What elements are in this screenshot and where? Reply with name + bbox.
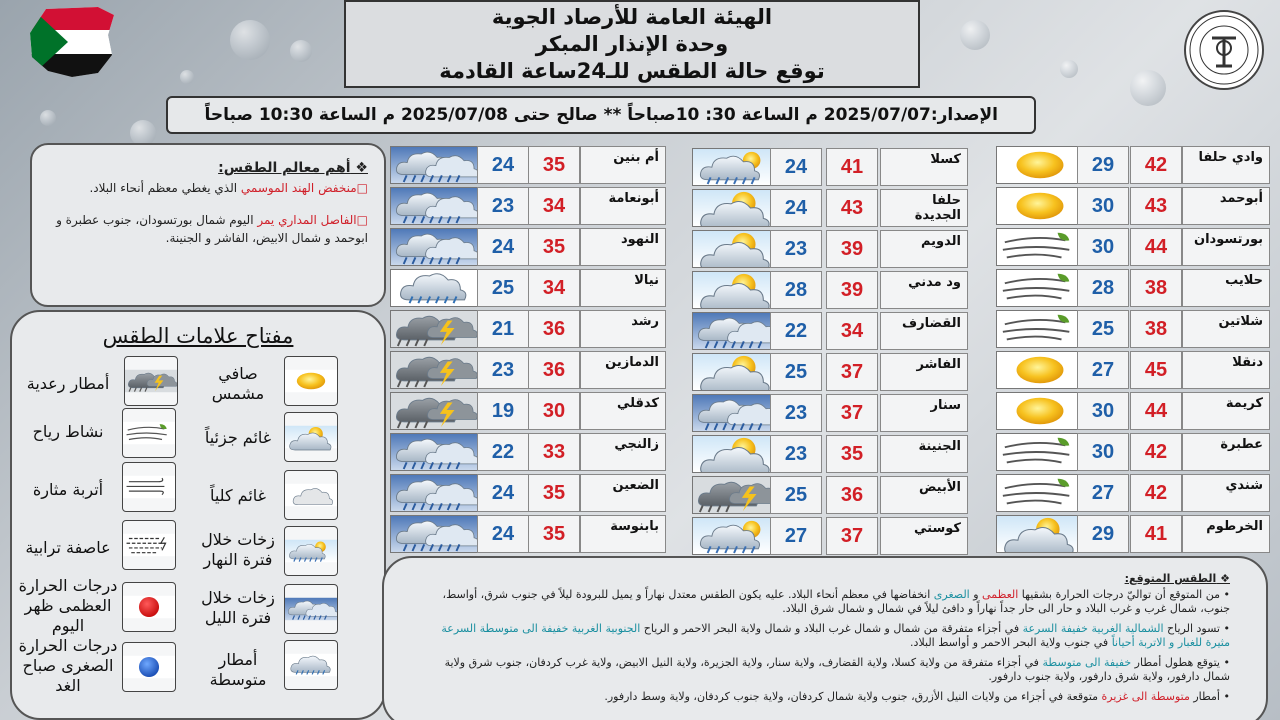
max-temp: 37 <box>826 517 878 555</box>
feature-item <box>48 211 368 247</box>
day-showers-icon <box>692 148 780 186</box>
legend-label: زخات خلال فترة النهار <box>201 530 275 569</box>
city-forecast-row <box>996 146 1270 184</box>
overcast-icon <box>284 470 338 520</box>
min-temp: 27 <box>1077 474 1129 512</box>
max-temp: 42 <box>1130 433 1182 471</box>
weather-features-panel <box>30 143 386 307</box>
max-temp: 36 <box>826 476 878 514</box>
feature-text: الذي يغطي معظم أنحاء البلاد. <box>89 181 241 195</box>
max-temp: 37 <box>826 353 878 391</box>
min-temp: 30 <box>1077 228 1129 266</box>
night-showers-icon <box>390 187 478 225</box>
min-temp: 27 <box>770 517 822 555</box>
min-temp: 23 <box>770 230 822 268</box>
city-name: رشد <box>580 310 666 348</box>
forecast-paragraph: • تسود الرياح الشمالية الغربية خفيفة السرعة في أجزاء متفرقة من شمال و شمال غرب البلاد و شمال ولاية البحر الاحمر و الرياح الجنوبية الغربية خفيفة الى متوسطة السرعة مثيرة للغبار و الاتربة أحياناً في جنوب ولاية البحر الاحمر و أواسط البلاد. <box>441 622 1230 649</box>
city-forecast-row <box>996 351 1270 389</box>
city-name: سنار <box>880 394 968 432</box>
wind-icon <box>996 474 1084 512</box>
legend-title: مفتاح علامات الطقس <box>102 324 294 348</box>
min-temp: 28 <box>770 271 822 309</box>
moderate-rain-icon <box>284 640 338 690</box>
max-temp: 33 <box>528 433 580 471</box>
city-forecast-row <box>996 310 1270 348</box>
city-name: حلايب <box>1182 269 1270 307</box>
legend-label: أمطار رعدية <box>26 374 110 393</box>
min-temp: 22 <box>477 433 529 471</box>
max-temp-icon <box>122 582 176 632</box>
unit-name: وحدة الإنذار المبكر <box>535 32 729 56</box>
thunderstorm-icon <box>390 392 478 430</box>
thunderstorm-icon <box>390 310 478 348</box>
city-forecast-row <box>692 271 968 309</box>
max-temp: 39 <box>826 230 878 268</box>
feature-text: اليوم شمال بورتسودان، جنوب عطبرة و ابوحمد و شمال الابيض، الفاشر و الجنينة. <box>56 213 368 245</box>
wind-icon <box>996 310 1084 348</box>
max-temp: 44 <box>1130 228 1182 266</box>
max-temp: 36 <box>528 351 580 389</box>
feature-item <box>48 179 368 197</box>
max-temp: 38 <box>1130 310 1182 348</box>
max-temp: 41 <box>826 148 878 186</box>
city-forecast-row <box>692 517 968 555</box>
city-name: الفاشر <box>880 353 968 391</box>
min-temp: 27 <box>1077 351 1129 389</box>
max-temp: 34 <box>826 312 878 350</box>
city-name: الدويم <box>880 230 968 268</box>
city-forecast-row <box>390 228 666 266</box>
max-temp: 34 <box>528 187 580 225</box>
city-name: نيالا <box>580 269 666 307</box>
night-showers-icon <box>692 312 780 350</box>
partly-cloudy-icon <box>692 353 780 391</box>
issue-validity: الإصدار:2025/07/07 م الساعة 30: 10صباحاً ** صالح حتى 2025/07/08 م الساعة 10:30 صباحاً <box>166 96 1036 134</box>
min-temp: 29 <box>1077 515 1129 553</box>
forecast-paragraph: • من المتوقع أن تواليّ درجات الحرارة بشقيها العظمى و الصغرى انخفاضها في معظم أنحاء البلاد. عليه يكون الطقس معتدل نهاراً و يميل للبرودة ليلاً في جنوب شرق، أواسط، جنوب، شمال غرب و غرب البلاد و حار الى حار جداً نهاراً و دافئ ليلاً في شمال و شمال شرق البلاد. <box>442 588 1230 615</box>
wind-icon <box>122 408 176 458</box>
city-forecast-row <box>996 269 1270 307</box>
min-temp: 30 <box>1077 392 1129 430</box>
city-name: شلاتين <box>1182 310 1270 348</box>
city-forecast-row <box>390 515 666 553</box>
min-temp: 25 <box>770 476 822 514</box>
min-temp: 22 <box>770 312 822 350</box>
min-temp: 24 <box>477 146 529 184</box>
night-showers-icon <box>390 433 478 471</box>
max-temp: 43 <box>826 189 878 227</box>
city-name: زالنجي <box>580 433 666 471</box>
city-name: بورتسودان <box>1182 228 1270 266</box>
city-name: حلفا الجديدة <box>880 189 968 227</box>
legend-label: نشاط رياح <box>32 422 104 441</box>
max-temp: 35 <box>528 474 580 512</box>
city-name: القضارف <box>880 312 968 350</box>
sunny-icon <box>996 351 1084 389</box>
city-forecast-row <box>692 353 968 391</box>
thunderstorm-icon <box>124 356 178 406</box>
city-name: كريمة <box>1182 392 1270 430</box>
city-forecast-row <box>692 476 968 514</box>
max-temp: 35 <box>528 515 580 553</box>
max-temp: 42 <box>1130 474 1182 512</box>
city-name: شندي <box>1182 474 1270 512</box>
min-temp: 25 <box>770 353 822 391</box>
max-temp: 38 <box>1130 269 1182 307</box>
checkbox-bullet-icon: □ <box>356 213 368 227</box>
min-temp: 23 <box>770 435 822 473</box>
night-showers-icon <box>390 146 478 184</box>
legend-label: صافي مشمس <box>211 364 265 403</box>
wind-icon <box>996 269 1084 307</box>
bulletin-title: توقع حالة الطقس للـ24ساعة القادمة <box>439 59 825 83</box>
legend-label: أمطار متوسطة <box>209 650 267 689</box>
min-temp: 23 <box>477 187 529 225</box>
city-forecast-row <box>390 392 666 430</box>
city-name: دنقلا <box>1182 351 1270 389</box>
sunny-icon <box>996 187 1084 225</box>
city-forecast-row <box>692 230 968 268</box>
city-forecast-row <box>390 146 666 184</box>
city-name: بابنوسة <box>580 515 666 553</box>
sudan-flag <box>28 5 116 79</box>
min-temp: 23 <box>477 351 529 389</box>
max-temp: 35 <box>528 146 580 184</box>
city-forecast-row <box>390 351 666 389</box>
night-showers-icon <box>390 474 478 512</box>
city-name: وادي حلفا <box>1182 146 1270 184</box>
min-temp: 19 <box>477 392 529 430</box>
thunderstorm-icon <box>390 351 478 389</box>
max-temp: 30 <box>528 392 580 430</box>
min-temp: 24 <box>477 228 529 266</box>
min-temp: 28 <box>1077 269 1129 307</box>
sunny-icon <box>996 146 1084 184</box>
feature-highlight: الفاصل المداري يمر <box>257 213 357 227</box>
min-temp: 24 <box>477 474 529 512</box>
min-temp: 24 <box>770 148 822 186</box>
city-forecast-row <box>996 187 1270 225</box>
night-showers-icon <box>692 394 780 432</box>
city-forecast-row <box>996 474 1270 512</box>
partly-cloudy-icon <box>284 412 338 462</box>
city-name: ود مدني <box>880 271 968 309</box>
legend-label: زخات خلال فترة الليل <box>201 588 275 627</box>
city-name: النهود <box>580 228 666 266</box>
max-temp: 43 <box>1130 187 1182 225</box>
moderate-rain-icon <box>390 269 478 307</box>
dust-storm-icon <box>122 520 176 570</box>
city-forecast-row <box>692 394 968 432</box>
city-name: أبونعامة <box>580 187 666 225</box>
min-temp: 24 <box>770 189 822 227</box>
max-temp: 41 <box>1130 515 1182 553</box>
city-name: كدقلي <box>580 392 666 430</box>
legend-label: غائم كلياً <box>209 486 267 505</box>
day-showers-icon <box>692 517 780 555</box>
bulletin-header <box>344 0 920 88</box>
min-temp: 29 <box>1077 146 1129 184</box>
max-temp: 35 <box>826 435 878 473</box>
sunny-icon <box>996 392 1084 430</box>
thunderstorm-icon <box>692 476 780 514</box>
city-forecast-row <box>996 392 1270 430</box>
meteorological-authority-logo <box>1184 10 1264 90</box>
city-name: كوستي <box>880 517 968 555</box>
min-temp: 21 <box>477 310 529 348</box>
max-temp: 45 <box>1130 351 1182 389</box>
min-temp: 23 <box>770 394 822 432</box>
city-forecast-row <box>692 435 968 473</box>
partly-cloudy-icon <box>692 230 780 268</box>
city-name: كسلا <box>880 148 968 186</box>
city-forecast-row <box>390 433 666 471</box>
city-forecast-row <box>390 310 666 348</box>
authority-name: الهيئة العامة للأرصاد الجوية <box>491 5 773 29</box>
feature-highlight: منخفض الهند الموسمي <box>240 181 357 195</box>
legend-label: غائم جزئياً <box>204 428 272 447</box>
dust-icon <box>122 462 176 512</box>
min-temp-icon <box>122 642 176 692</box>
bullet-icon: ❖ <box>350 160 368 176</box>
city-forecast-row <box>996 228 1270 266</box>
forecast-title: الطقس المتوقع: <box>1124 572 1217 585</box>
partly-cloudy-icon <box>692 271 780 309</box>
day-showers-icon <box>284 526 338 576</box>
night-showers-icon <box>284 584 338 634</box>
sunny-icon <box>284 356 338 406</box>
partly-cloudy-icon <box>692 435 780 473</box>
max-temp: 44 <box>1130 392 1182 430</box>
partly-cloudy-icon <box>996 515 1084 553</box>
city-name: الدمازين <box>580 351 666 389</box>
city-name: أم بنين <box>580 146 666 184</box>
city-name: عطبرة <box>1182 433 1270 471</box>
wind-icon <box>996 433 1084 471</box>
weather-legend <box>10 310 386 720</box>
max-temp: 36 <box>528 310 580 348</box>
min-temp: 30 <box>1077 187 1129 225</box>
min-temp: 25 <box>1077 310 1129 348</box>
max-temp: 34 <box>528 269 580 307</box>
city-name: الجنينة <box>880 435 968 473</box>
legend-label: عاصفة ترابية <box>25 538 111 557</box>
max-temp: 42 <box>1130 146 1182 184</box>
legend-label: درجات الحرارة الصغرى صباح الغد <box>18 636 118 695</box>
legend-label: أتربة مثارة <box>32 480 104 499</box>
night-showers-icon <box>390 515 478 553</box>
city-name: أبوحمد <box>1182 187 1270 225</box>
min-temp: 24 <box>477 515 529 553</box>
city-forecast-row <box>996 433 1270 471</box>
checkbox-bullet-icon: □ <box>356 181 368 195</box>
partly-cloudy-icon <box>692 189 780 227</box>
city-forecast-row <box>692 148 968 186</box>
legend-label: درجات الحرارة العظمى ظهر اليوم <box>18 576 118 635</box>
forecast-paragraph: • يتوقع هطول أمطار خفيفة الى متوسطة في أجزاء متفرقة من ولاية كسلا، ولاية القضارف، ولاية سنار، ولاية الجزيرة، ولاية النيل الابيض، ولاية غرب كردفان، جنوب شرق ولاية شمال دارفور، ولاية شرق دارفور، ولاية جنوب دارفور. <box>444 656 1230 683</box>
min-temp: 25 <box>477 269 529 307</box>
bullet-icon: ❖ <box>1216 572 1230 585</box>
night-showers-icon <box>390 228 478 266</box>
min-temp: 30 <box>1077 433 1129 471</box>
expected-weather-panel <box>382 556 1268 720</box>
wind-icon <box>996 228 1084 266</box>
city-name: الخرطوم <box>1182 515 1270 553</box>
city-forecast-row <box>996 515 1270 553</box>
max-temp: 39 <box>826 271 878 309</box>
forecast-paragraph: • أمطار متوسطة الى غزيرة متوقعة في أجزاء من ولايات النيل الأزرق، جنوب ولاية شمال كردفان، ولاية جنوب كردفان، ولاية وسط دارفور. <box>604 690 1230 703</box>
features-title: أهم معالم الطقس: <box>218 160 351 176</box>
city-forecast-row <box>692 312 968 350</box>
city-name: الأبيض <box>880 476 968 514</box>
max-temp: 35 <box>528 228 580 266</box>
city-forecast-row <box>390 269 666 307</box>
city-forecast-row <box>390 474 666 512</box>
city-name: الضعين <box>580 474 666 512</box>
max-temp: 37 <box>826 394 878 432</box>
city-forecast-row <box>390 187 666 225</box>
city-forecast-row <box>692 189 968 227</box>
